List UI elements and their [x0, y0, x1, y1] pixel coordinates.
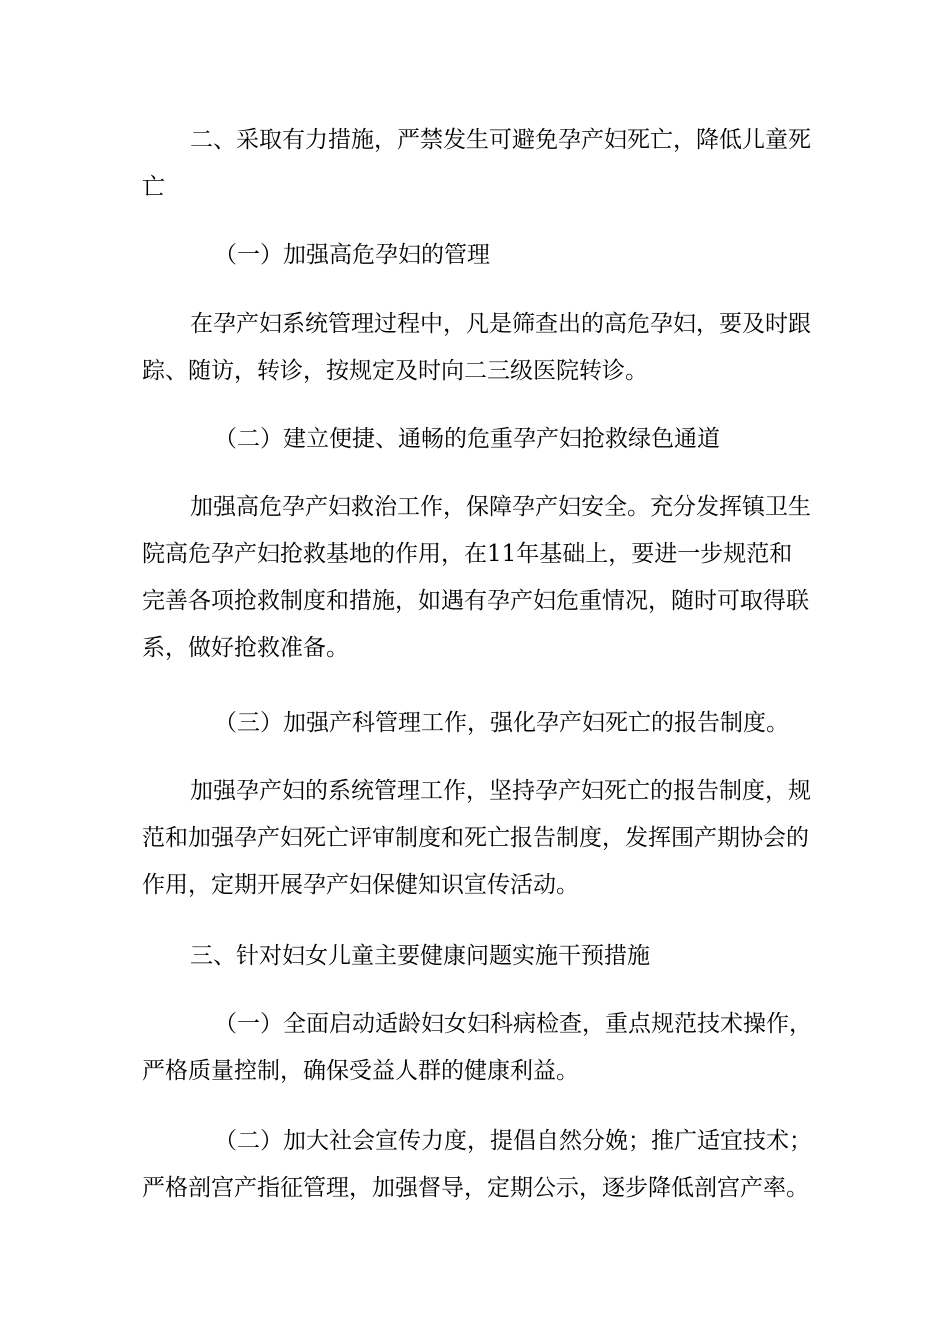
body-paragraph-2-2: 加强高危孕产妇救治工作，保障孕产妇安全。充分发挥镇卫生院高危孕产妇抢救基地的作用，在11年基础上，要进一步规范和完善各项抢救制度和措施，如遇有孕产妇危重情况，随时可取得联系，做好抢救准备。 [142, 494, 811, 661]
subsection-heading-2-2: （二）建立便捷、通畅的危重孕产妇抢救绿色通道 [214, 426, 720, 452]
body-paragraph-2-3: 加强孕产妇的系统管理工作，坚持孕产妇死亡的报告制度，规范和加强孕产妇死亡评审制度和死亡报告制度，发挥围产期协会的作用，定期开展孕产妇保健知识宣传活动。 [142, 778, 811, 898]
section-heading-2: 二、采取有力措施，严禁发生可避免孕产妇死亡，降低儿童死亡 [142, 127, 811, 200]
section-heading-3: 三、针对妇女儿童主要健康问题实施干预措施 [190, 943, 650, 969]
subsection-heading-2-1: （一）加强高危孕妇的管理 [214, 242, 490, 268]
subsection-heading-2-3: （三）加强产科管理工作，强化孕产妇死亡的报告制度。 [214, 710, 789, 736]
body-paragraph-2-1: 在孕产妇系统管理过程中，凡是筛查出的高危孕妇，要及时跟踪、随访，转诊，按规定及时向二三级医院转诊。 [142, 311, 811, 384]
subsection-paragraph-3-1: （一）全面启动适龄妇女妇科病检查，重点规范技术操作，严格质量控制，确保受益人群的健康利益。 [142, 1011, 812, 1084]
subsection-paragraph-3-2: （二）加大社会宣传力度，提倡自然分娩；推广适宜技术；严格剖宫产指征管理，加强督导，定期公示，逐步降低剖宫产率。 [142, 1128, 812, 1201]
